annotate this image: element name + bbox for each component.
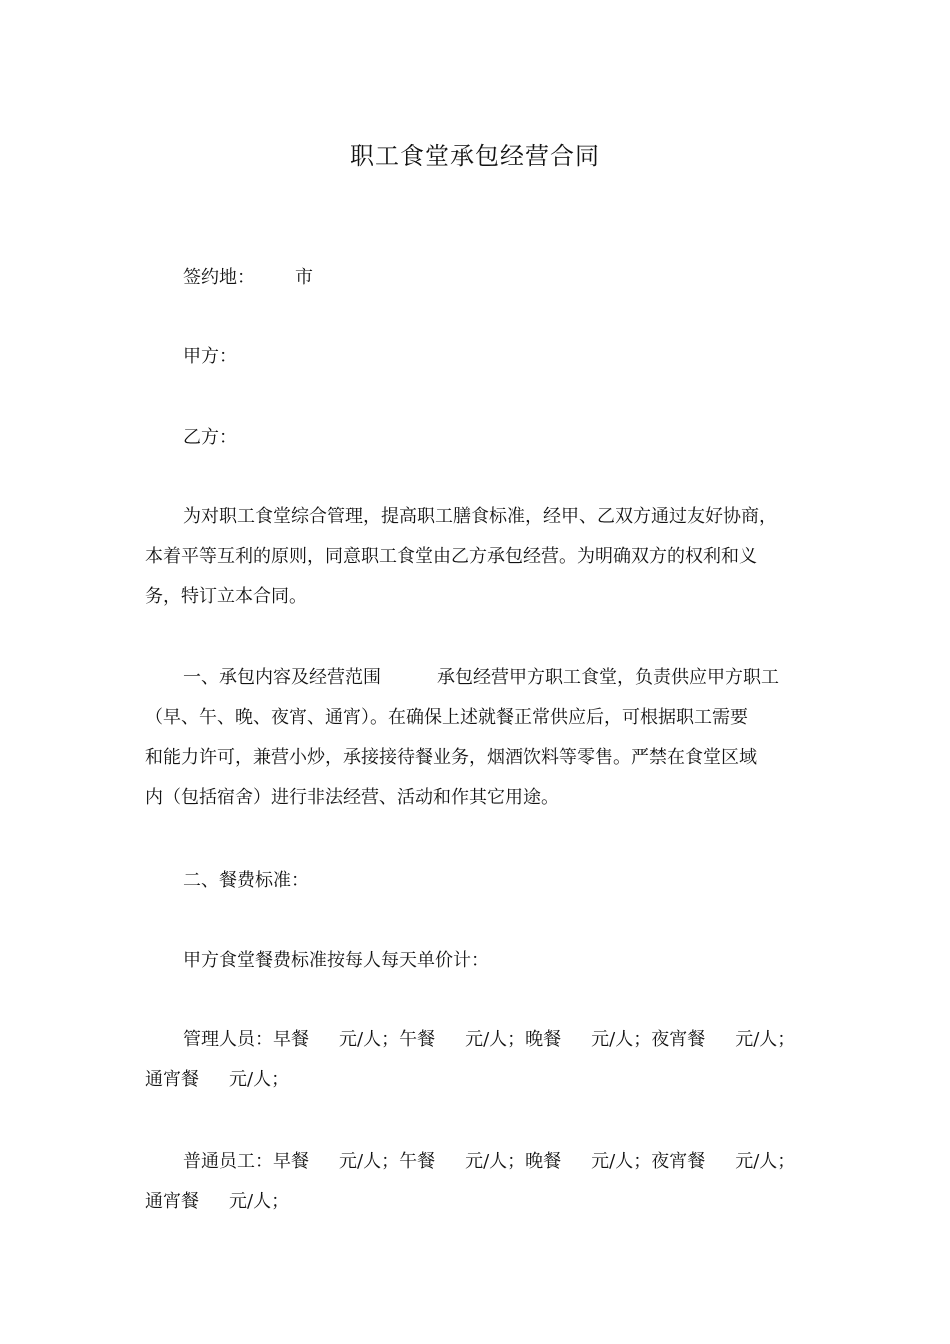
staff-price-line	[145, 1142, 815, 1182]
staff-label: 普通员工：	[183, 1151, 273, 1172]
party-a-line: 甲方：	[183, 346, 237, 367]
price-item: 元/人；午餐	[339, 1029, 436, 1050]
price-item: 通宵餐	[145, 1191, 199, 1212]
managers-price-line	[145, 1020, 815, 1060]
staff-price-paragraph	[145, 1142, 815, 1222]
price-item: 早餐	[273, 1151, 309, 1172]
price-item: 元/人；	[735, 1029, 796, 1050]
price-item: 元/人；	[735, 1151, 796, 1172]
staff-price-line-2	[145, 1182, 815, 1222]
intro-line: 本着平等互利的原则，同意职工食堂由乙方承包经营。为明确双方的权利和义	[145, 546, 757, 567]
section-2-heading: 二、餐费标准：	[183, 870, 309, 891]
intro-paragraph	[145, 497, 815, 617]
price-item: 元/人；夜宵餐	[591, 1151, 706, 1172]
signing-place-label: 签约地：	[183, 267, 255, 288]
document-title: 职工食堂承包经营合同	[350, 142, 600, 170]
section-1-first-line	[145, 658, 815, 698]
price-item: 元/人；	[229, 1191, 290, 1212]
price-item: 元/人；晚餐	[465, 1151, 562, 1172]
price-item: 元/人；	[229, 1069, 290, 1090]
managers-price-line-2	[145, 1060, 815, 1100]
section-1-line: 内（包括宿舍）进行非法经营、活动和作其它用途。	[145, 787, 559, 808]
section-1-text: 承包经营甲方职工食堂，负责供应甲方职工	[437, 667, 779, 688]
intro-line: 务，特订立本合同。	[145, 586, 307, 607]
section-2-intro: 甲方食堂餐费标准按每人每天单价计：	[183, 950, 489, 971]
price-item: 元/人；夜宵餐	[591, 1029, 706, 1050]
section-1-line: 和能力许可，兼营小炒，承接接待餐业务，烟酒饮料等零售。严禁在食堂区域	[145, 747, 757, 768]
intro-line: 为对职工食堂综合管理，提高职工膳食标准，经甲、乙双方通过友好协商，	[183, 506, 777, 527]
signing-place-line	[145, 258, 853, 298]
section-1-line: （早、午、晚、夜宵、通宵）。在确保上述就餐正常供应后，可根据职工需要	[145, 707, 748, 728]
managers-label: 管理人员：	[183, 1029, 273, 1050]
price-item: 通宵餐	[145, 1069, 199, 1090]
signing-place-value: 市	[295, 267, 313, 288]
price-item: 元/人；晚餐	[465, 1029, 562, 1050]
section-1-paragraph	[145, 658, 815, 818]
party-b-line: 乙方：	[183, 427, 237, 448]
price-item: 早餐	[273, 1029, 309, 1050]
section-1-heading: 一、承包内容及经营范围	[183, 667, 381, 688]
managers-price-paragraph	[145, 1020, 815, 1100]
price-item: 元/人；午餐	[339, 1151, 436, 1172]
